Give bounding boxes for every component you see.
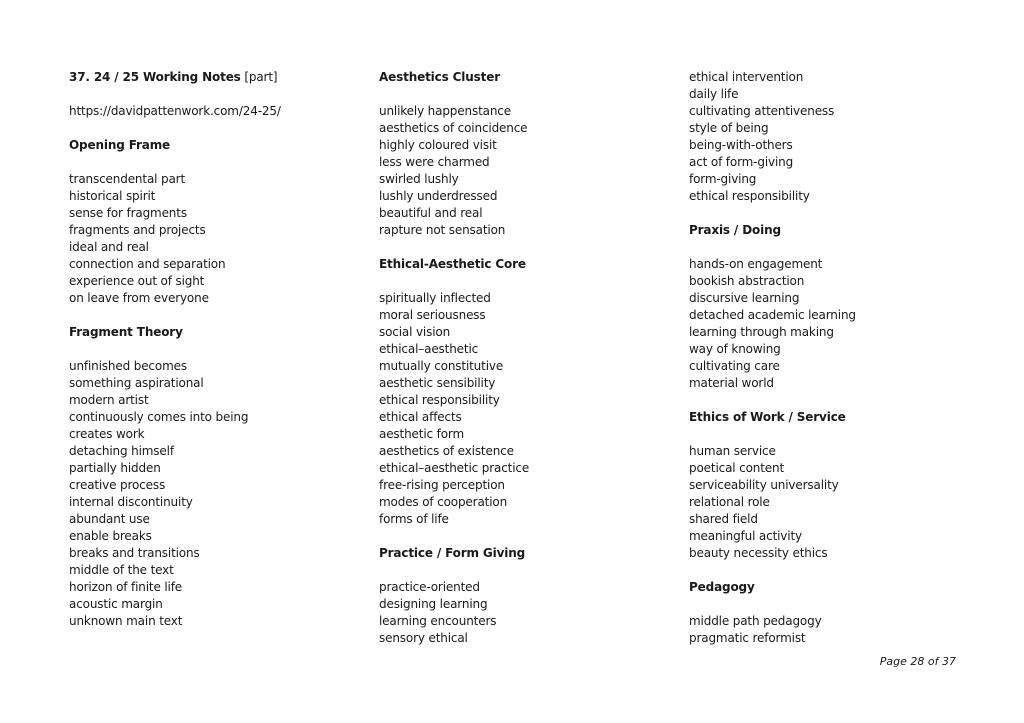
list-item: enable breaks — [69, 529, 152, 543]
list-item: pragmatic reformist — [689, 631, 806, 645]
column-2 — [379, 69, 669, 647]
list-item: modes of cooperation — [379, 495, 508, 509]
list-item: middle path pedagogy — [689, 614, 822, 628]
section-list — [379, 579, 669, 647]
list-item: ideal and real — [69, 240, 149, 254]
column-3 — [689, 69, 979, 647]
list-item: meaningful activity — [689, 529, 802, 543]
list-item: way of knowing — [689, 342, 781, 356]
list-item: creates work — [69, 427, 145, 441]
section-list — [379, 290, 669, 528]
section-heading: Ethics of Work / Service — [689, 410, 846, 424]
list-item: learning encounters — [379, 614, 497, 628]
list-item: unknown main text — [69, 614, 183, 628]
list-item: historical spirit — [69, 189, 156, 203]
page-number: Page 28 of 37 — [879, 655, 956, 668]
section-heading: Ethical-Aesthetic Core — [379, 257, 526, 271]
list-item: experience out of sight — [69, 274, 205, 288]
section-list — [379, 103, 669, 239]
section-heading: Opening Frame — [69, 138, 171, 152]
list-item: aesthetic form — [379, 427, 465, 441]
list-item: human service — [689, 444, 776, 458]
list-item: poetical content — [689, 461, 785, 475]
list-item: bookish abstraction — [689, 274, 805, 288]
list-item: rapture not sensation — [379, 223, 506, 237]
list-item: ethical–aesthetic practice — [379, 461, 530, 475]
list-item: practice-oriented — [379, 580, 480, 594]
list-item: unlikely happenstance — [379, 104, 511, 118]
list-item: material world — [689, 376, 774, 390]
list-item: act of form-giving — [689, 155, 794, 169]
list-item: free-rising perception — [379, 478, 505, 492]
list-item: middle of the text — [69, 563, 174, 577]
list-item: acoustic margin — [69, 597, 163, 611]
list-item: modern artist — [69, 393, 149, 407]
list-item: daily life — [689, 87, 739, 101]
section-heading: Pedagogy — [689, 580, 755, 594]
list-item: ethical responsibility — [379, 393, 500, 407]
list-item: partially hidden — [69, 461, 161, 475]
section-list — [689, 256, 979, 392]
list-item: beautiful and real — [379, 206, 483, 220]
list-item: detaching himself — [69, 444, 174, 458]
list-item: discursive learning — [689, 291, 800, 305]
list-item: transcendental part — [69, 172, 186, 186]
list-item: hands-on engagement — [689, 257, 823, 271]
section-heading: Praxis / Doing — [689, 223, 781, 237]
document-title: 37. 24 / 25 Working Notes [part] — [69, 70, 278, 84]
document-url[interactable]: https://davidpattenwork.com/24-25/ — [69, 104, 281, 118]
list-item: lushly underdressed — [379, 189, 498, 203]
section-list — [69, 171, 359, 307]
section-heading: Fragment Theory — [69, 325, 183, 339]
list-item: fragments and projects — [69, 223, 206, 237]
list-item: designing learning — [379, 597, 488, 611]
section-list — [689, 613, 979, 647]
list-item: style of being — [689, 121, 769, 135]
list-item: learning through making — [689, 325, 834, 339]
list-item: creative process — [69, 478, 166, 492]
list-item: forms of life — [379, 512, 449, 526]
list-item: detached academic learning — [689, 308, 856, 322]
section-list — [69, 358, 359, 630]
list-item: highly coloured visit — [379, 138, 497, 152]
list-item: connection and separation — [69, 257, 226, 271]
section-list — [689, 443, 979, 562]
list-item: shared field — [689, 512, 758, 526]
list-item: spiritually inflected — [379, 291, 491, 305]
list-item: cultivating care — [689, 359, 780, 373]
list-item: cultivating attentiveness — [689, 104, 835, 118]
list-item: swirled lushly — [379, 172, 459, 186]
list-item: serviceability universality — [689, 478, 839, 492]
list-item: sensory ethical — [379, 631, 468, 645]
list-item: ethical responsibility — [689, 189, 810, 203]
list-item: social vision — [379, 325, 451, 339]
list-item: aesthetic sensibility — [379, 376, 496, 390]
list-item: mutually constitutive — [379, 359, 504, 373]
list-item: aesthetics of coincidence — [379, 121, 528, 135]
list-item: aesthetics of existence — [379, 444, 514, 458]
list-item: relational role — [689, 495, 770, 509]
list-item: moral seriousness — [379, 308, 486, 322]
list-item: internal discontinuity — [69, 495, 193, 509]
list-item: something aspirational — [69, 376, 204, 390]
section-heading: Aesthetics Cluster — [379, 70, 500, 84]
section-list — [689, 69, 979, 205]
list-item: ethical affects — [379, 410, 462, 424]
list-item: continuously comes into being — [69, 410, 249, 424]
list-item: unfinished becomes — [69, 359, 187, 373]
list-item: ethical intervention — [689, 70, 804, 84]
list-item: abundant use — [69, 512, 150, 526]
list-item: on leave from everyone — [69, 291, 209, 305]
list-item: being-with-others — [689, 138, 793, 152]
section-heading: Practice / Form Giving — [379, 546, 526, 560]
list-item: form-giving — [689, 172, 757, 186]
list-item: less were charmed — [379, 155, 490, 169]
list-item: ethical–aesthetic — [379, 342, 479, 356]
list-item: breaks and transitions — [69, 546, 200, 560]
list-item: horizon of finite life — [69, 580, 183, 594]
column-1 — [69, 69, 359, 630]
list-item: beauty necessity ethics — [689, 546, 828, 560]
list-item: sense for fragments — [69, 206, 187, 220]
